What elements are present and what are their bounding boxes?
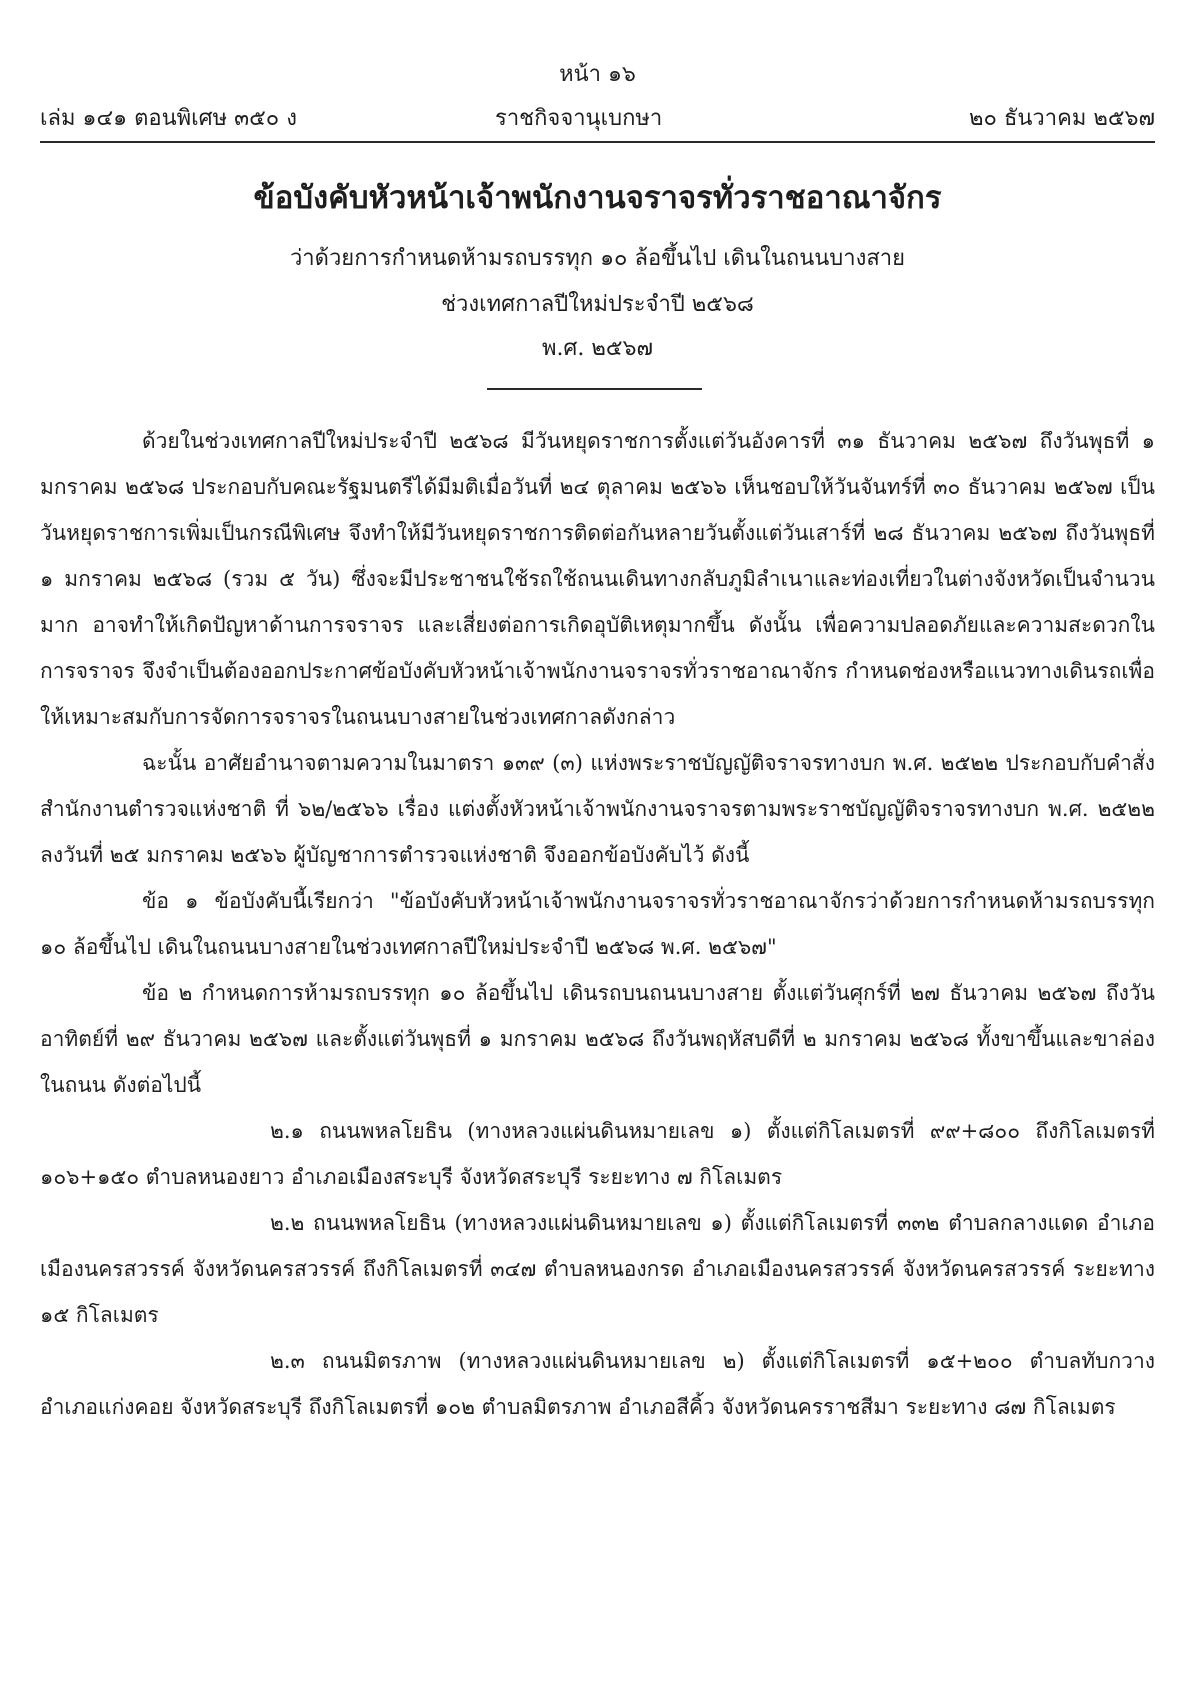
title-divider: [487, 388, 702, 390]
volume-issue: เล่ม ๑๔๑ ตอนพิเศษ ๓๕๐ ง: [40, 106, 297, 131]
header-divider: [40, 141, 1155, 143]
document-subtitle-topic: ว่าด้วยการกำหนดห้ามรถบรรทุก ๑๐ ล้อขึ้นไป เดินในถนนบางสาย: [289, 246, 906, 271]
publication-date: ๒๐ ธันวาคม ๒๕๖๗: [969, 106, 1155, 131]
document-title: ข้อบังคับหัวหน้าเจ้าพนักงานจราจรทั่วราชอาณาจักร: [253, 180, 942, 216]
authority-paragraph: ฉะนั้น อาศัยอำนาจตามความในมาตรา ๑๓๙ (๓) แห่งพระราชบัญญัติจราจรทางบก พ.ศ. ๒๕๒๒ ประกอบกับคำสั่งสำนักงานตำรวจแห่งชาติ ที่ ๖๒/๒๕๖๖ เรื่อง แต่งตั้งหัวหน้าเจ้าพนักงานจราจรตามพระราชบัญญัติจราจรทางบก พ.ศ. ๒๕๒๒ ลงวันที่ ๒๕ มกราคม ๒๕๖๖ ผู้บัญชาการตำรวจแห่งชาติ จึงออกข้อบังคับไว้ ดังนี้: [40, 751, 1155, 867]
document-body: [40, 418, 1155, 1430]
clause-2-item-3: ๒.๓ ถนนมิตรภาพ (ทางหลวงแผ่นดินหมายเลข ๒) ตั้งแต่กิโลเมตรที่ ๑๕+๒๐๐ ตำบลทับกวาง อำเภอแก่งคอย จังหวัดสระบุรี ถึงกิโลเมตรที่ ๑๐๒ ตำบลมิตรภาพ อำเภอสีคิ้ว จังหวัดนครราชสีมา ระยะทาง ๘๗ กิโลเมตร: [40, 1349, 1155, 1419]
page-number: หน้า ๑๖: [559, 62, 636, 87]
publication-name: ราชกิจจานุเบกษา: [495, 106, 663, 131]
clause-2: ข้อ ๒ กำหนดการห้ามรถบรรทุก ๑๐ ล้อขึ้นไป เดินรถบนถนนบางสาย ตั้งแต่วันศุกร์ที่ ๒๗ ธันวาคม ๒๕๖๗ ถึงวันอาทิตย์ที่ ๒๙ ธันวาคม ๒๕๖๗ และตั้งแต่วันพุธที่ ๑ มกราคม ๒๕๖๘ ถึงวันพฤหัสบดีที่ ๒ มกราคม ๒๕๖๘ ทั้งขาขึ้นและขาล่อง ในถนน ดังต่อไปนี้: [40, 981, 1155, 1097]
document-subtitle-year: พ.ศ. ๒๕๖๗: [541, 336, 654, 361]
preamble-paragraph: ด้วยในช่วงเทศกาลปีใหม่ประจำปี ๒๕๖๘ มีวันหยุดราชการตั้งแต่วันอังคารที่ ๓๑ ธันวาคม ๒๕๖๗ ถึงวันพุธที่ ๑ มกราคม ๒๕๖๘ ประกอบกับคณะรัฐมนตรีได้มีมติเมื่อวันที่ ๒๔ ตุลาคม ๒๕๖๖ เห็นชอบให้วันจันทร์ที่ ๓๐ ธันวาคม ๒๕๖๗ เป็นวันหยุดราชการเพิ่มเป็นกรณีพิเศษ จึงทำให้มีวันหยุดราชการติดต่อกันหลายวันตั้งแต่วันเสาร์ที่ ๒๘ ธันวาคม ๒๕๖๗ ถึงวันพุธที่ ๑ มกราคม ๒๕๖๘ (รวม ๕ วัน) ซึ่งจะมีประชาชนใช้รถใช้ถนนเดินทางกลับภูมิลำเนาและท่องเที่ยวในต่างจังหวัดเป็นจำนวนมาก อาจทำให้เกิดปัญหาด้านการจราจร และเสี่ยงต่อการเกิดอุบัติเหตุมากขึ้น ดังนั้น เพื่อความปลอดภัยและความสะดวกในการจราจร จึงจำเป็นต้องออกประกาศข้อบังคับหัวหน้าเจ้าพนักงานจราจรทั่วราชอาณาจักร กำหนดช่องหรือแนวทางเดินรถเพื่อให้เหมาะสมกับการจัดการจราจรในถนนบางสายในช่วงเทศกาลดังกล่าว: [40, 429, 1155, 729]
clause-2-item-1: ๒.๑ ถนนพหลโยธิน (ทางหลวงแผ่นดินหมายเลข ๑) ตั้งแต่กิโลเมตรที่ ๙๙+๘๐๐ ถึงกิโลเมตรที่ ๑๐๖+๑๕๐ ตำบลหนองยาว อำเภอเมืองสระบุรี จังหวัดสระบุรี ระยะทาง ๗ กิโลเมตร: [40, 1119, 1155, 1189]
gazette-header: [40, 100, 1155, 132]
document-subtitle-period: ช่วงเทศกาลปีใหม่ประจำปี ๒๕๖๘: [441, 292, 754, 317]
clause-1: ข้อ ๑ ข้อบังคับนี้เรียกว่า "ข้อบังคับหัวหน้าเจ้าพนักงานจราจรทั่วราชอาณาจักรว่าด้วยการกำหนดห้ามรถบรรทุก ๑๐ ล้อขึ้นไป เดินในถนนบางสายในช่วงเทศกาลปีใหม่ประจำปี ๒๕๖๘ พ.ศ. ๒๕๖๗": [40, 889, 1155, 959]
clause-2-item-2: ๒.๒ ถนนพหลโยธิน (ทางหลวงแผ่นดินหมายเลข ๑) ตั้งแต่กิโลเมตรที่ ๓๓๒ ตำบลกลางแดด อำเภอเมืองนครสวรรค์ จังหวัดนครสวรรค์ ถึงกิโลเมตรที่ ๓๔๗ ตำบลหนองกรด อำเภอเมืองนครสวรรค์ จังหวัดนครสวรรค์ ระยะทาง ๑๕ กิโลเมตร: [40, 1211, 1155, 1327]
